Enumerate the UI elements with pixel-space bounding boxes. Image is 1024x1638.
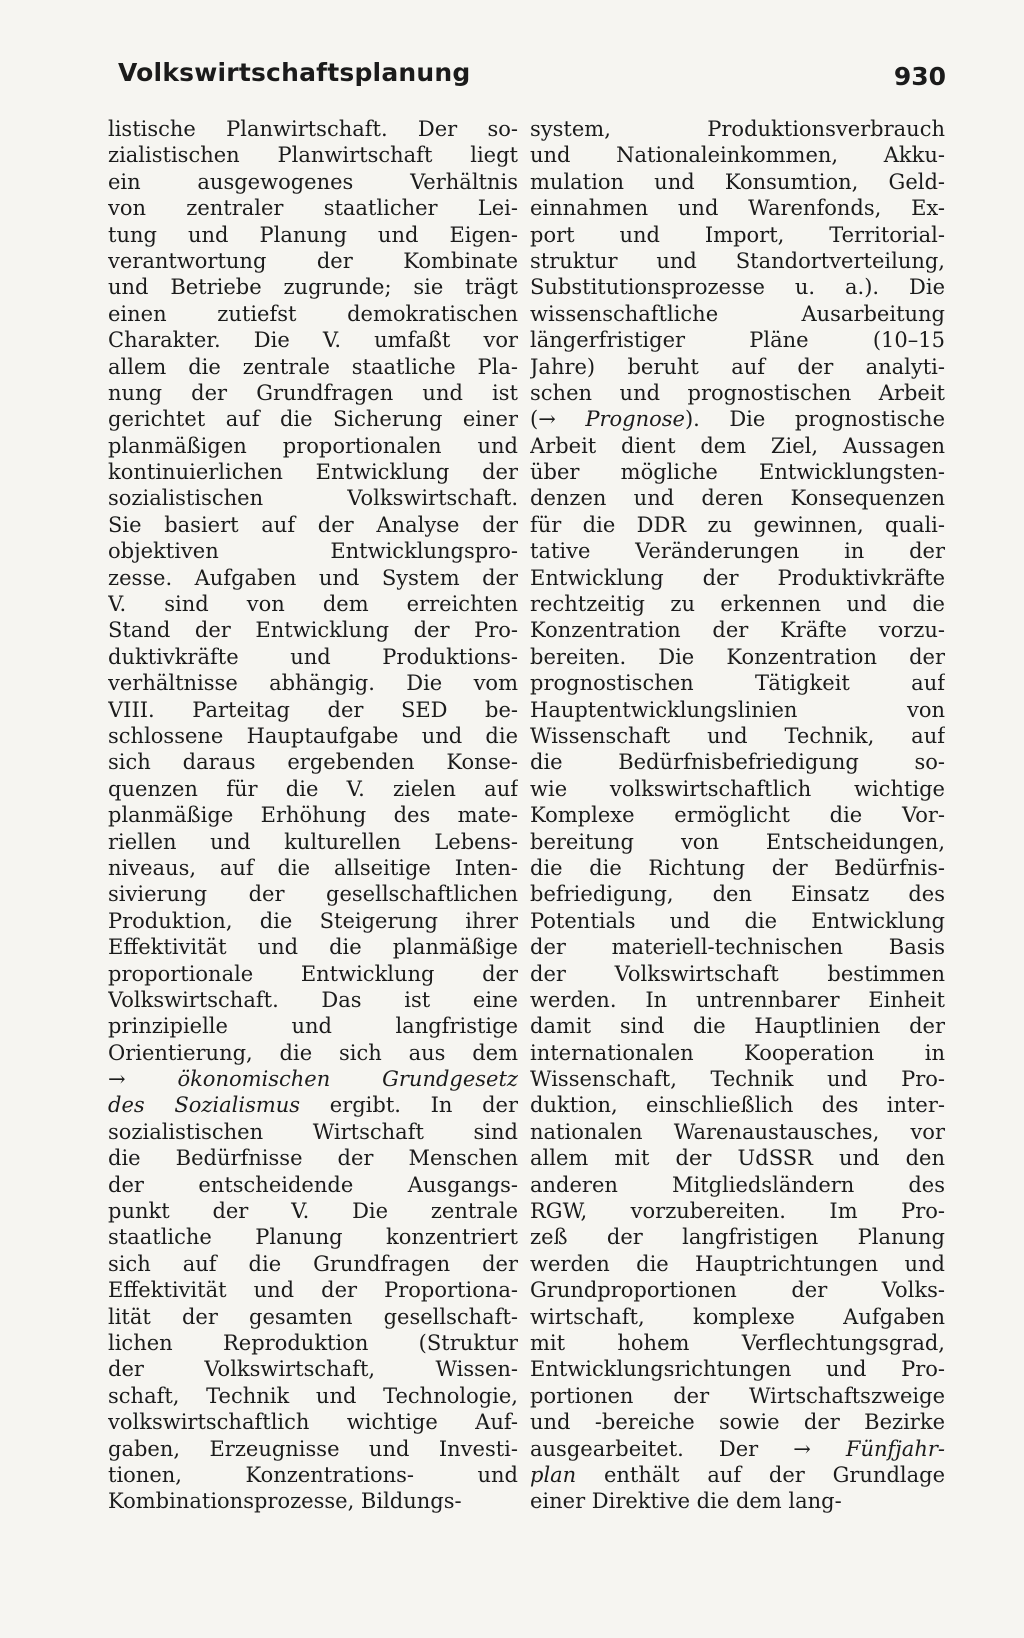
text-line: werden. In untrennbarer Einheit	[530, 987, 945, 1012]
text-line: Produktion, die Steigerung ihrer	[108, 908, 518, 933]
text-line: anderen Mitgliedsländern des	[530, 1172, 945, 1197]
text-line: ausgearbeitet. Der → Fünfjahr-	[530, 1436, 945, 1461]
text-line: zeß der langfristigen Planung	[530, 1225, 945, 1250]
text-column-left	[108, 116, 518, 1515]
text-line: system, Produktionsverbrauch	[530, 117, 945, 141]
text-line: prognostischen Tätigkeit auf	[530, 671, 945, 696]
text-line: → ökonomischen Grundgesetz	[108, 1067, 518, 1092]
text-line: nationalen Warenaustausches, vor	[530, 1119, 945, 1144]
text-line: riellen und kulturellen Lebens-	[108, 829, 518, 854]
text-line: plan enthält auf der Grundlage	[530, 1462, 945, 1487]
text-line: Sie basiert auf der Analyse der	[108, 512, 518, 537]
text-line: der Volkswirtschaft bestimmen	[530, 961, 945, 986]
text-line: Grundproportionen der Volks-	[530, 1278, 945, 1303]
text-line: und -bereiche sowie der Bezirke	[530, 1410, 945, 1435]
text-line: Volkswirtschaft. Das ist eine	[108, 987, 518, 1012]
text-line: lität der gesamten gesellschaft-	[108, 1304, 518, 1329]
text-line: verantwortung der Kombinate	[108, 248, 518, 273]
text-line: struktur und Standortverteilung,	[530, 248, 945, 273]
text-line: tung und Planung und Eigen-	[108, 222, 518, 247]
text-line: nung der Grundfragen und ist	[108, 380, 518, 405]
text-line: RGW, vorzubereiten. Im Pro-	[530, 1199, 945, 1224]
text-line: lichen Reproduktion (Struktur	[108, 1330, 518, 1355]
text-line: mulation und Konsumtion, Geld-	[530, 169, 945, 194]
text-line: die Bedürfnisse der Menschen	[108, 1146, 518, 1171]
text-line: Jahre) beruht auf der analyti-	[530, 354, 945, 379]
text-line: Kombinationsprozesse, Bildungs-	[108, 1489, 462, 1514]
text-line: verhältnisse abhängig. Die vom	[108, 671, 518, 696]
page-number: 930	[893, 62, 946, 91]
text-line: der materiell-technischen Basis	[530, 935, 945, 960]
text-line: einer Direktive die dem lang-	[530, 1489, 842, 1514]
text-line: längerfristiger Pläne (10–15	[530, 328, 945, 353]
text-line: gerichtet auf die Sicherung einer	[108, 407, 518, 432]
text-line: sivierung der gesellschaftlichen	[108, 882, 518, 907]
text-line: wissenschaftliche Ausarbeitung	[530, 301, 945, 326]
text-line: der entscheidende Ausgangs-	[108, 1172, 518, 1197]
text-line: Substitutionsprozesse u. a.). Die	[530, 275, 945, 300]
text-line: zialistischen Planwirtschaft liegt	[108, 143, 518, 168]
text-line: zesse. Aufgaben und System der	[108, 565, 518, 590]
text-line: planmäßige Erhöhung des mate-	[108, 803, 518, 828]
text-line: für die DDR zu gewinnen, quali-	[530, 512, 945, 537]
text-line: der Volkswirtschaft, Wissen-	[108, 1357, 518, 1382]
text-line: internationalen Kooperation in	[530, 1040, 945, 1065]
text-line: sozialistischen Wirtschaft sind	[108, 1119, 518, 1144]
text-line: Komplexe ermöglicht die Vor-	[530, 803, 945, 828]
text-line: Entwicklungsrichtungen und Pro-	[530, 1357, 945, 1382]
text-line: die Bedürfnisbefriedigung so-	[530, 750, 945, 775]
text-line: befriedigung, den Einsatz des	[530, 882, 945, 907]
text-line: gaben, Erzeugnisse und Investi-	[108, 1436, 518, 1461]
text-line: Charakter. Die V. umfaßt vor	[108, 328, 518, 353]
running-header-title: Volkswirtschaftsplanung	[118, 58, 471, 87]
text-line: (→ Prognose). Die prognostische	[530, 407, 945, 432]
text-line: Hauptentwicklungslinien von	[530, 697, 945, 722]
text-line: quenzen für die V. zielen auf	[108, 776, 518, 801]
text-line: duktion, einschließlich des inter-	[530, 1093, 945, 1118]
text-line: Wissenschaft und Technik, auf	[530, 723, 945, 748]
text-line: damit sind die Hauptlinien der	[530, 1014, 945, 1039]
text-line: denzen und deren Konsequenzen	[530, 486, 945, 511]
text-line: planmäßigen proportionalen und	[108, 433, 518, 458]
text-line: mit hohem Verflechtungsgrad,	[530, 1330, 945, 1355]
text-line: bereitung von Entscheidungen,	[530, 829, 945, 854]
text-line: Konzentration der Kräfte vorzu-	[530, 618, 945, 643]
text-line: Effektivität und der Proportiona-	[108, 1278, 518, 1303]
text-line: werden die Hauptrichtungen und	[530, 1251, 945, 1276]
text-line: wirtschaft, komplexe Aufgaben	[530, 1304, 945, 1329]
text-line: Potentials und die Entwicklung	[530, 908, 945, 933]
text-line: Wissenschaft, Technik und Pro-	[530, 1067, 945, 1092]
text-line: Entwicklung der Produktivkräfte	[530, 565, 945, 590]
text-line: Arbeit dient dem Ziel, Aussagen	[530, 433, 945, 458]
text-line: sich daraus ergebenden Konse-	[108, 750, 518, 775]
text-line: portionen der Wirtschaftszweige	[530, 1383, 945, 1408]
text-line: schen und prognostischen Arbeit	[530, 380, 945, 405]
text-line: rechtzeitig zu erkennen und die	[530, 592, 945, 617]
text-line: Effektivität und die planmäßige	[108, 935, 518, 960]
text-line: tionen, Konzentrations- und	[108, 1462, 518, 1487]
text-line: listische Planwirtschaft. Der so-	[108, 117, 518, 141]
text-line: punkt der V. Die zentrale	[108, 1199, 518, 1224]
text-line: niveaus, auf die allseitige Inten-	[108, 855, 518, 880]
text-line: einnahmen und Warenfonds, Ex-	[530, 196, 945, 221]
text-line: über mögliche Entwicklungsten-	[530, 460, 945, 485]
text-line: ein ausgewogenes Verhältnis	[108, 169, 518, 194]
text-line: port und Import, Territorial-	[530, 222, 945, 247]
text-line: schlossene Hauptaufgabe und die	[108, 723, 518, 748]
text-line: allem mit der UdSSR und den	[530, 1146, 945, 1171]
text-line: kontinuierlichen Entwicklung der	[108, 460, 518, 485]
text-line: tative Veränderungen in der	[530, 539, 945, 564]
text-line: des Sozialismus ergibt. In der	[108, 1093, 518, 1118]
text-line: volkswirtschaftlich wichtige Auf-	[108, 1410, 518, 1435]
text-line: einen zutiefst demokratischen	[108, 301, 518, 326]
text-line: duktivkräfte und Produktions-	[108, 644, 518, 669]
text-line: schaft, Technik und Technologie,	[108, 1383, 518, 1408]
text-line: prinzipielle und langfristige	[108, 1014, 518, 1039]
text-line: sozialistischen Volkswirtschaft.	[108, 486, 518, 511]
text-line: VIII. Parteitag der SED be-	[108, 697, 518, 722]
text-line: proportionale Entwicklung der	[108, 961, 518, 986]
text-line: allem die zentrale staatliche Pla-	[108, 354, 518, 379]
text-line: V. sind von dem erreichten	[108, 592, 518, 617]
text-line: wie volkswirtschaftlich wichtige	[530, 776, 945, 801]
text-line: bereiten. Die Konzentration der	[530, 644, 945, 669]
text-column-right	[530, 116, 945, 1515]
text-line: staatliche Planung konzentriert	[108, 1225, 518, 1250]
text-line: und Nationaleinkommen, Akku-	[530, 143, 945, 168]
text-line: Stand der Entwicklung der Pro-	[108, 618, 518, 643]
text-line: sich auf die Grundfragen der	[108, 1251, 518, 1276]
text-line: objektiven Entwicklungspro-	[108, 539, 518, 564]
text-line: Orientierung, die sich aus dem	[108, 1040, 518, 1065]
text-line: und Betriebe zugrunde; sie trägt	[108, 275, 518, 300]
text-line: die die Richtung der Bedürfnis-	[530, 855, 945, 880]
text-line: von zentraler staatlicher Lei-	[108, 196, 518, 221]
